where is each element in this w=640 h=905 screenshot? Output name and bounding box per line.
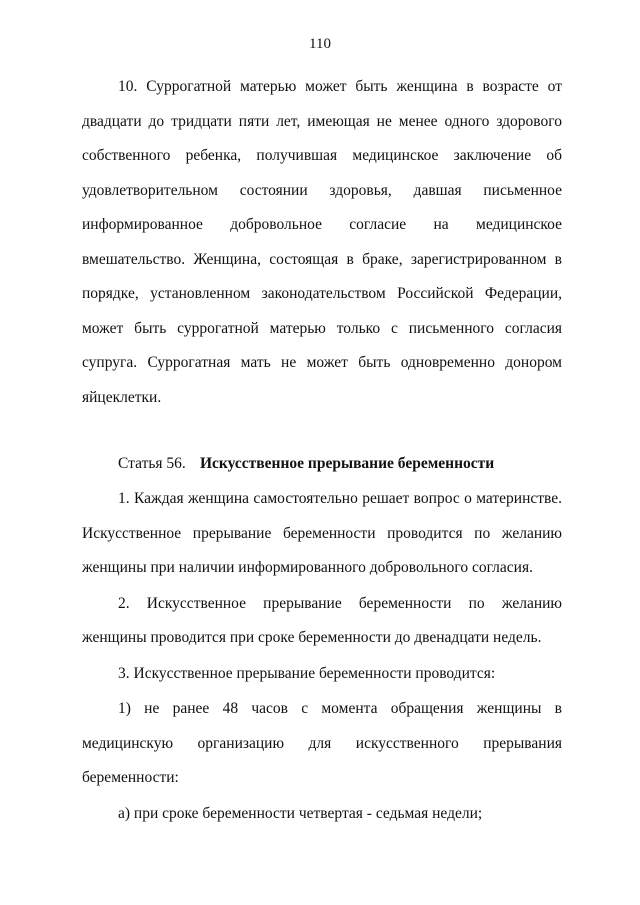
- section-gap: [82, 415, 562, 447]
- article-title: Искусственное прерывание беременности: [200, 455, 495, 472]
- article-heading: [82, 447, 562, 481]
- paragraph-10: 10. Суррогатной матерью может быть женщина в возрасте от двадцати до тридцати пяти лет, имеющая не менее одного здорового собственного ребенка, получившая медицинское заключение об удовлетворительном состоянии здоровья, давшая письменное информированное добровольное согласие на медицинское вмешательство. Женщина, состоящая в браке, зарегистрированном в порядке, установленном законодательством Российской Федерации, может быть суррогатной матерью только с письменного согласия супруга. Суррогатная мать не может быть одновременно донором яйцеклетки.: [82, 78, 562, 406]
- article-subitem-1: 1) не ранее 48 часов с момента обращения женщины в медицинскую организацию для искусственного прерывания беременности:: [82, 700, 562, 786]
- article-subitem-a: а) при сроке беременности четвертая - седьмая недели;: [118, 804, 483, 822]
- document-body: [82, 70, 562, 831]
- article-paragraph-3: 3. Искусственное прерывание беременности проводится:: [118, 664, 496, 682]
- page-number: 110: [309, 36, 331, 52]
- article-number: Статья 56.: [118, 455, 186, 472]
- article-paragraph-2: 2. Искусственное прерывание беременности по желанию женщины проводится при сроке беременности до двенадцати недель.: [82, 594, 562, 646]
- article-paragraph-1: 1. Каждая женщина самостоятельно решает вопрос о материнстве. Искусственное прерывание беременности проводится по желанию женщины при наличии информированного добровольного согласия.: [82, 490, 562, 576]
